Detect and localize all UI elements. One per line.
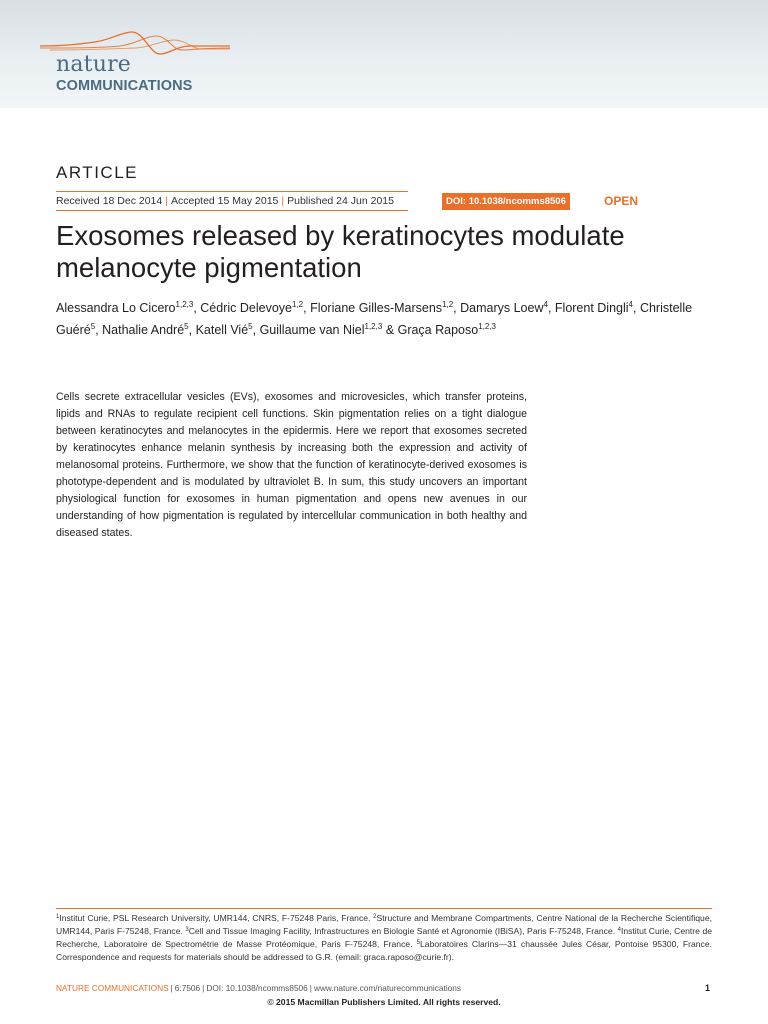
author-affiliation-marker: 4	[628, 300, 633, 309]
author-separator: ,	[453, 301, 461, 315]
author-separator: ,	[303, 301, 311, 315]
article-type-label: ARTICLE	[56, 163, 138, 182]
article-title: Exosomes released by keratinocytes modulate melanocyte pigmentation	[56, 220, 625, 283]
publication-dates	[56, 191, 408, 211]
author-affiliation-marker: 1,2,3	[478, 322, 496, 331]
author-separator: ,	[252, 323, 260, 337]
affiliation-entry: Cell and Tissue Imaging Facility, Infrastructures en Biologie Santé et Agronomie (IBiSA), Paris F-75248, France.	[188, 926, 618, 936]
affiliation-entry: Structure and Membrane Compartments, Centre National de la Recherche Scientifique, UMR144, Paris F-75248, France.	[56, 913, 712, 936]
affiliation-number: 1	[56, 914, 60, 920]
affiliations-text	[56, 912, 712, 964]
published-date: Published 24 Jun 2015	[287, 195, 394, 207]
author-name: Katell Vié	[195, 323, 249, 337]
author-name: Alessandra Lo Cicero	[56, 301, 176, 315]
author-separator: &	[382, 323, 398, 337]
author-name: Damarys Loew	[460, 301, 544, 315]
affiliation-entry: Institut Curie, PSL Research University, UMR144, CNRS, F-75248 Paris, France.	[59, 913, 374, 923]
author-separator: ,	[547, 301, 555, 315]
author-affiliation-marker: 1,2,3	[364, 322, 383, 331]
author-affiliation-marker: 1,2,3	[175, 300, 194, 309]
footer-url[interactable]: www.nature.com/naturecommunications	[313, 983, 462, 993]
author-separator: ,	[633, 301, 640, 315]
doi-badge[interactable]: DOI: 10.1038/ncomms8506	[442, 193, 570, 210]
date-separator: |	[281, 195, 285, 207]
author-separator: ,	[193, 301, 201, 315]
author-name: Nathalie André	[102, 323, 185, 337]
author-affiliation-marker: 5	[90, 322, 96, 331]
received-date: Received 18 Dec 2014	[56, 195, 163, 207]
footer-journal-name: NATURE COMMUNICATIONS	[56, 983, 169, 993]
footer-separator: |	[309, 983, 312, 993]
logo-nature-text: nature	[56, 52, 132, 77]
affiliation-entry: Laboratoires Clarins—31 chaussée Jules César, Pontoise 95300, France. Correspondence and requests for materials should be addressed to G.R. (email: graca.raposo@curie.fr).	[56, 939, 712, 962]
author-name: Christelle Guéré	[56, 301, 693, 337]
author-name: Cédric Delevoye	[200, 301, 292, 315]
author-name: Guillaume van Niel	[259, 323, 365, 337]
affiliation-number: 4	[617, 927, 621, 933]
author-name: Florent Dingli	[554, 301, 629, 315]
copyright-notice: © 2015 Macmillan Publishers Limited. All rights reserved.	[267, 997, 501, 1007]
logo-communications-text: COMMUNICATIONS	[56, 78, 193, 94]
affiliation-entry: Institut Curie, Centre de Recherche, Laboratoire de Spectrométrie de Masse Protéomique, Paris F-75248, France.	[56, 926, 712, 949]
affiliation-number: 3	[185, 927, 189, 933]
footer-separator: |	[202, 983, 205, 993]
author-affiliation-marker: 4	[543, 300, 548, 309]
footer-volume: 6:7506	[174, 983, 201, 993]
affiliation-number: 2	[373, 914, 377, 920]
abstract-text: Cells secrete extracellular vesicles (EVs), exosomes and microvesicles, which transfer proteins, lipids and RNAs to regulate recipient cell functions. Skin pigmentation relies on a tight dialogue between keratinocytes and melanocytes in the epidermis. Here we report that exosomes secreted by keratinocytes enhance melanin synthesis by increasing both the expression and activity of melanosomal proteins. Furthermore, we show that the function of keratinocyte-derived exosomes is phototype-dependent and is modulated by ultraviolet B. In sum, this study uncovers an important physiological function for exosomes in human pigmentation and opens new avenues in our understanding of how pigmentation is regulated by intercellular communication in both healthy and diseased states.	[56, 391, 527, 539]
author-affiliation-marker: 1,2	[442, 300, 454, 309]
journal-header-band	[0, 0, 768, 108]
author-affiliation-marker: 1,2	[291, 300, 304, 309]
footer-doi[interactable]: DOI: 10.1038/ncomms8506	[206, 983, 308, 993]
open-access-label: OPEN	[604, 194, 639, 208]
affiliations-divider	[56, 908, 712, 909]
author-list	[56, 297, 736, 341]
author-separator: ,	[95, 323, 103, 337]
author-affiliation-marker: 5	[184, 322, 189, 331]
author-name: Floriane Gilles-Marsens	[310, 301, 443, 315]
affiliation-number: 5	[416, 940, 421, 946]
date-separator: |	[165, 195, 168, 207]
footer-separator: |	[170, 983, 173, 993]
page-number: 1	[704, 983, 710, 993]
author-affiliation-marker: 5	[248, 322, 253, 331]
author-name: Graça Raposo	[397, 323, 479, 337]
page-footer	[56, 982, 712, 995]
author-separator: ,	[188, 323, 196, 337]
accepted-date: Accepted 15 May 2015	[170, 195, 279, 207]
